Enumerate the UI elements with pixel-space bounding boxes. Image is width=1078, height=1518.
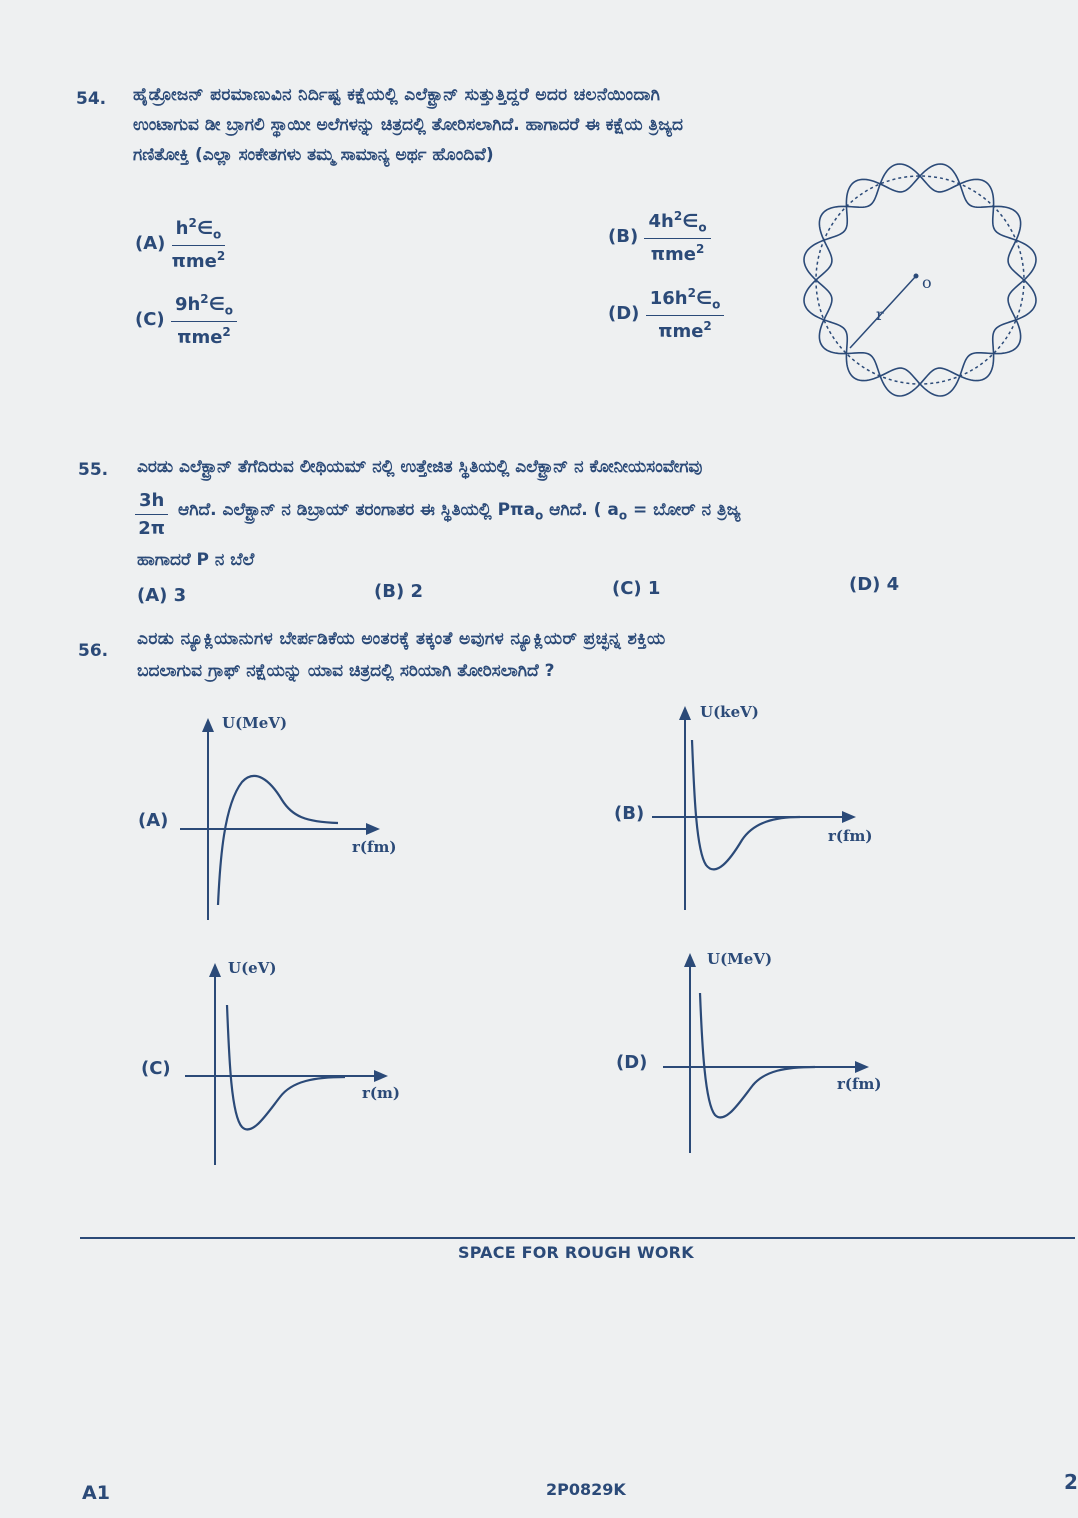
q55-line-1: ಎರಡು ಎಲೆಕ್ಟ್ರಾನ್ ತೆಗೆದಿರುವ ಲೀಥಿಯಮ್ ನಲ್ಲಿ ಉತ್ತೇಜಿತ ಸ್ಥಿತಿಯಲ್ಲಿ ಎಲೆಕ್ಟ್ರಾನ್ ನ ಕೋನೀಯಸಂವೇಗವು — [137, 457, 703, 477]
graph-d-y-label: U(MeV) — [707, 950, 773, 968]
exponent: 2 — [687, 286, 696, 300]
graph-c-y-arrow — [209, 963, 221, 977]
q54-number: 54. — [76, 89, 107, 109]
denominator: πme — [658, 320, 704, 342]
graph-c-x-label: r(m) — [362, 1084, 400, 1102]
subscript: o — [712, 297, 721, 312]
q54-option-c — [135, 292, 237, 348]
exponent: 2 — [703, 318, 712, 333]
graph-d-x-label: r(fm) — [837, 1075, 882, 1093]
denominator: πme — [171, 250, 217, 272]
graph-c-curve — [227, 1005, 345, 1130]
graph-d-y-arrow — [684, 953, 696, 967]
denominator: πme — [650, 243, 696, 265]
option-label: (D) — [608, 302, 640, 324]
page-number: 2 — [1064, 1470, 1078, 1494]
graph-a-x-arrow — [366, 823, 380, 835]
subscript: o — [534, 508, 544, 523]
rough-work-heading: SPACE FOR ROUGH WORK — [458, 1243, 694, 1262]
q55-option-c: (C) 1 — [612, 578, 661, 599]
exponent: 2 — [222, 324, 231, 339]
q54-option-d — [608, 286, 724, 342]
q55-line-2-part-b: ಆಗಿದೆ. ( a — [543, 500, 619, 520]
booklet-code-center: 2P0829K — [546, 1480, 626, 1499]
q55-line-2 — [178, 495, 741, 530]
standing-wave-figure — [800, 160, 1040, 400]
graph-d-x-arrow — [855, 1061, 869, 1073]
graph-b-label: (B) — [614, 803, 645, 824]
q55-option-a: (A) 3 — [137, 585, 187, 606]
exponent: 2 — [200, 292, 209, 306]
center-label: o — [922, 273, 932, 292]
subscript: o — [618, 508, 628, 523]
booklet-code-left: A1 — [82, 1482, 110, 1504]
exponent: 2 — [695, 241, 705, 256]
subscript: o — [213, 227, 222, 242]
q55-option-d: (D) 4 — [849, 574, 900, 595]
graph-a-x-label: r(fm) — [352, 838, 397, 856]
epsilon: ∈ — [208, 294, 225, 315]
graph-c-y-label: U(eV) — [228, 959, 277, 977]
exponent: 2 — [673, 209, 683, 223]
q54-line-1: ಹೈಡ್ರೋಜನ್ ಪರಮಾಣುವಿನ ನಿರ್ದಿಷ್ಟ ಕಕ್ಷೆಯಲ್ಲಿ ಎಲೆಕ್ಟ್ರಾನ್ ಸುತ್ತುತ್ತಿದ್ದರೆ ಅದರ ಚಲನೆಯಿಂದಾಗಿ — [133, 85, 661, 105]
fraction-denominator: 2π — [138, 518, 166, 539]
fraction-numerator: 3h — [135, 490, 168, 515]
standing-wave-a — [804, 164, 1036, 396]
graph-c — [180, 955, 410, 1170]
q54-line-3: ಗಣಿತೋಕ್ತಿ (ಎಲ್ಲಾ ಸಂಕೇತಗಳು ತಮ್ಮ ಸಾಮಾನ್ಯ ಅರ್ಥ ಹೊಂದಿವೆ) — [133, 145, 494, 165]
exponent: 2 — [216, 248, 226, 263]
q54-line-2: ಉಂಟಾಗುವ ಡೀ ಬ್ರಾಗಲಿ ಸ್ಥಾಯೀ ಅಲೆಗಳನ್ನು ಚಿತ್ರದಲ್ಲಿ ತೋರಿಸಲಾಗಿದೆ. ಹಾಗಾದರೆ ಈ ಕಕ್ಷೆಯ ತ್ರಿಜ್ಯದ — [133, 115, 684, 135]
epsilon: ∈ — [196, 218, 213, 239]
graph-c-label: (C) — [141, 1058, 171, 1079]
graph-d-curve — [700, 993, 815, 1118]
numerator: 9h — [174, 294, 201, 315]
graph-a-curve — [218, 776, 338, 905]
epsilon: ∈ — [695, 288, 713, 309]
graph-a-y-label: U(MeV) — [222, 714, 288, 732]
radius-label: r — [876, 305, 884, 324]
q56-number: 56. — [78, 641, 109, 661]
q55-line-3: ಹಾಗಾದರೆ P ನ ಬೆಲೆ — [137, 550, 255, 570]
option-label: (B) — [608, 225, 639, 247]
graph-c-x-arrow — [374, 1070, 388, 1082]
graph-d-label: (D) — [616, 1052, 648, 1073]
option-label: (C) — [135, 308, 165, 330]
q56-line-2: ಬದಲಾಗುವ ಗ್ರಾಫ್ ನಕ್ಷೆಯನ್ನು ಯಾವ ಚಿತ್ರದಲ್ಲಿ ಸರಿಯಾಗಿ ತೋರಿಸಲಾಗಿದೆ ? — [137, 661, 555, 681]
q56-line-1: ಎರಡು ನ್ಯೂಕ್ಲಿಯಾನುಗಳ ಬೇರ್ಪಡಿಕೆಯ ಅಂತರಕ್ಕೆ ತಕ್ಕಂತೆ ಅವುಗಳ ನ್ಯೂಕ್ಲಿಯರ್ ಪ್ರಚ್ಛನ್ನ ಶಕ್ತಿಯ — [137, 629, 666, 649]
center-point — [914, 274, 919, 279]
graph-b-y-arrow — [679, 706, 691, 720]
graph-b-x-arrow — [842, 811, 856, 823]
q55-line-2-part-c: = ಬೋರ್ ನ ತ್ರಿಜ್ಯ — [627, 500, 741, 520]
q55-line-2-part-a: ಆಗಿದೆ. ಎಲೆಕ್ಟ್ರಾನ್ ನ ಡಿಬ್ರಾಯ್ ತರಂಗಾತರ ಈ ಸ್ಥಿತಿಯಲ್ಲಿ Pπa — [178, 500, 535, 520]
subscript: o — [224, 303, 234, 318]
graph-a-y-arrow — [202, 718, 214, 732]
subscript: o — [698, 220, 707, 235]
graph-d — [655, 945, 890, 1165]
option-label: (A) — [135, 232, 166, 254]
graph-b-curve — [692, 740, 800, 869]
option-fraction — [646, 286, 725, 342]
exponent: 2 — [188, 216, 197, 230]
standing-wave-b — [804, 164, 1036, 396]
numerator: h — [175, 218, 189, 239]
q54-option-b — [608, 209, 711, 265]
graph-b-x-label: r(fm) — [828, 827, 873, 845]
option-fraction — [644, 209, 710, 265]
q55-fraction — [135, 490, 168, 539]
graph-b-y-label: U(keV) — [700, 703, 759, 721]
q55-option-b: (B) 2 — [374, 581, 423, 602]
numerator: 4h — [648, 211, 674, 232]
q55-number: 55. — [78, 460, 109, 480]
option-fraction — [172, 216, 226, 272]
q54-option-a — [135, 216, 225, 272]
numerator: 16h — [649, 288, 688, 309]
denominator: πme — [177, 326, 223, 348]
graph-b — [650, 700, 880, 920]
option-fraction — [171, 292, 237, 348]
graph-a-label: (A) — [138, 810, 169, 831]
epsilon: ∈ — [682, 211, 699, 232]
graph-a — [180, 710, 400, 930]
rough-work-divider — [80, 1237, 1075, 1239]
